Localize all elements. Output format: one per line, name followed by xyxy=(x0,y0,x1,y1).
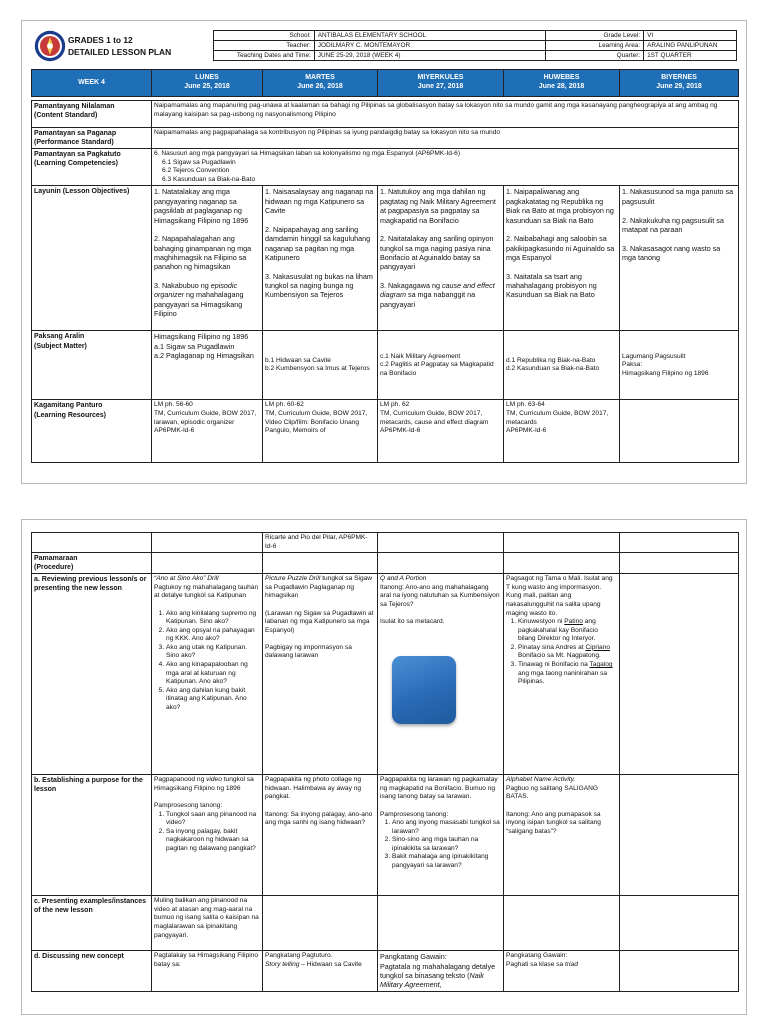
reviewing-monday: “Ano at Sino Ako” Drill Pagtukoy ng mahahalagang tauhan at detalye tungkol sa Katipunan 1. Ako ang kinilalang supremo ng Katipunan. Sino ako? 2. Ako ang opsyal na pahayagan ng KKK. Ano ako? 3. Ako ang utak ng Katipunan. Sino ako? 4. Ako ang kinapapalooban ng mga aral at katuruan ng Katipunan. Ano ako? 5. Ako ang dahilan kung bakit itinatag ang Katipunan. Ano ako? xyxy=(152,574,263,775)
content-standard-text: Naipamamalas ang mapanuring pag-unawa at kaalaman sa bahagi ng Pilipinas sa globalisasyon batay sa lokasyon nito sa mundo gamit ang mga kasanayang pangheograpiya at ang ambag ng malayang kaisipan sa pag-usbong ng nasyonalismong Pilipino xyxy=(152,101,739,128)
header-info-table xyxy=(213,30,737,61)
subject-friday: Lagumang Pagsusulit Paksa: Himagsikang Filipino ng 1896 xyxy=(620,331,739,400)
continuation-row xyxy=(32,533,739,553)
performance-standard-text: Naipamamalas ang pagpapahalaga sa kontribusyon ng Pilipinas sa iyung pandaigdig batay sa lokasyon nito sa mundo xyxy=(152,128,739,149)
purpose-thursday: Alphabet Name Activity. Pagbuo ng salitang SALIGANG BATAS. Itanong: Ano ang pumapasok sa inyong isipan tungkol sa salitang “saligang batas”? xyxy=(504,775,620,896)
resources-tuesday: LM ph. 60-62 TM, Curriculum Guide, BOW 2017, Video Clip/film: Bonifacio Unang Pangulo, Memoirs of xyxy=(263,400,378,463)
subject-wednesday: c.1 Naik Military Agreement c.2 Paglitis at Pagpatay sa Magkapatid na Bonifacio xyxy=(378,331,504,400)
dates-label: Teaching Dates and Time: xyxy=(214,51,315,61)
purpose-label: b. Establishing a purpose for the lesson xyxy=(32,775,152,896)
grade-level-value: VI xyxy=(644,31,737,41)
objectives-row xyxy=(32,186,739,331)
resources-thursday: LM ph. 63-64 TM, Curriculum Guide, BOW 2017, metacards AP6PMK-Id-6 xyxy=(504,400,620,463)
competency-row xyxy=(32,149,739,186)
discussing-friday xyxy=(620,951,739,991)
purpose-friday xyxy=(620,775,739,896)
school-value: ANTIBALAS ELEMENTARY SCHOOL xyxy=(314,31,546,41)
teacher-label: Teacher: xyxy=(214,41,315,51)
week-label: WEEK 4 xyxy=(32,70,152,97)
day-wednesday: MIYERKULES June 27, 2018 xyxy=(378,70,504,97)
day-monday: LUNES June 25, 2018 xyxy=(152,70,263,97)
deped-seal-icon xyxy=(34,30,66,62)
presenting-label: c. Presenting examples/instances of the new lesson xyxy=(32,896,152,951)
competency-text: 6. Nasusuri ang mga pangyayari sa Himagsikan laban sa kolonyalismo ng mga Espanyol (AP6PMK-Id-6) 6.1 Sigaw sa Pugadlawin 6.2 Tejeros Convention 6.3 Kasunduan sa Biak-na-Bato xyxy=(152,149,739,186)
content-standard-label: Pamantayang Nilalaman (Content Standard) xyxy=(32,101,152,128)
subject-tuesday: b.1 Hidwaan sa Cavite b.2 Kumbensyon sa Imus at Tejeros xyxy=(263,331,378,400)
objectives-friday: 1. Nakasusunod sa mga panuto sa pagsusulit 2. Nakakukuha ng pagsusulit sa matapat na paraan 3. Nakasasagot nang wasto sa mga tanong xyxy=(620,186,739,331)
discussing-monday: Pagtalakay sa Himagsikang Filipino batay sa: xyxy=(152,951,263,991)
day-friday: BIYERNES June 29, 2018 xyxy=(620,70,739,97)
lesson-plan-page-1 xyxy=(21,20,747,484)
learning-area-value: ARALING PANLIPUNAN xyxy=(644,41,737,51)
objectives-label: Layunin (Lesson Objectives) xyxy=(32,186,152,331)
metacard-shape xyxy=(392,656,456,724)
continuation-tuesday: Ricarte and Pio del Pilar, AP6PMK-Id-6 xyxy=(263,533,378,553)
dates-value: JUNE 25-29, 2018 (WEEK 4) xyxy=(314,51,546,61)
day-tuesday: MARTES June 26, 2018 xyxy=(263,70,378,97)
quarter-label: Quarter: xyxy=(546,51,644,61)
presenting-monday: Muling balikan ang pinanood na video at atasan ang mag-aaral na bumuo ng isang salita o kaisipan na maglalarawan sa ipinakitang pangyayari. xyxy=(152,896,263,951)
reviewing-thursday: Pagsagot ng Tama o Mali. Isulat ang T kung wasto ang impormasyon. Kung mali, palitan ang nakasalungguhit na salita upang maging wasto ito. 1. Kinuwestyon ni Patino ang pagkakahalal kay Bonifacio bilang Direktor ng Interyor. 2. Pinatay sina Andres at Cipriano Bonifacio sa Mt. Nagpatong. 3. Tinawag ni Bonifacio na Tagalog ang mga taong naninirahan sa Pilipinas. xyxy=(504,574,620,775)
objectives-tuesday: 1. Naisasalaysay ang naganap na hidwaan ng mga Katipunero sa Cavite 2. Naipapahayag ang sariling damdamin hinggil sa kaguluhang naganap sa pagitan ng mga Katipunero 3. Nakasusulat ng bukas na liham tungkol sa naging bunga ng Kumbensiyon sa Tejeros xyxy=(263,186,378,331)
lesson-plan-table-2 xyxy=(31,532,739,992)
plan-label: DETAILED LESSON PLAN xyxy=(68,47,172,57)
discussing-thursday: Pangkatang Gawain: Paghati sa klase sa triad xyxy=(504,951,620,991)
performance-standard-row xyxy=(32,128,739,149)
quarter-value: 1ST QUARTER xyxy=(644,51,737,61)
discussing-tuesday: Pangkatang Pagtuturo. Story telling – Hidwaan sa Cavite xyxy=(263,951,378,991)
objectives-wednesday: 1. Natutukoy ang mga dahilan ng pagtatag ng Naik Military Agreement at pagpapasiya sa pagpatay sa magkapatid na Bonifacio 2. Naitatalakay ang sariling opinyon tungkol sa mga naging pasiya nina Bonifacio at Aguinaldo batay sa pangyayari 3. Nakagagawa ng cause and effect diagram sa mga nabanggit na pangyayari xyxy=(378,186,504,331)
resources-monday: LM ph. 56-60 TM, Curriculum Guide, BOW 2017, larawan, episodic organizer AP6PMK-Id-6 xyxy=(152,400,263,463)
lesson-plan-table-1 xyxy=(31,69,739,463)
day-thursday: HUWEBES June 28, 2018 xyxy=(504,70,620,97)
resources-wednesday: LM ph. 62 TM, Curriculum Guide, BOW 2017, metacards, cause and effect diagram AP6PMK-Id-6 xyxy=(378,400,504,463)
purpose-monday: Pagpapanood ng video tungkol sa Himagsikang Filipino ng 1896 Pamprosesong tanong: 1. Tungkol saan ang pinanood na video? 2. Sa inyong palagay, bakit nagkakaroon ng hidwaan sa pagitan ng dalawang pangkat? xyxy=(152,775,263,896)
subject-matter-label: Paksang Aralin (Subject Matter) xyxy=(32,331,152,400)
subject-monday: Himagsikang Filipino ng 1896 a.1 Sigaw sa Pugadlawin a.2 Paglaganap ng Himagsikan xyxy=(152,331,263,400)
reviewing-row xyxy=(32,574,739,775)
procedure-row xyxy=(32,553,739,574)
discussing-label: d. Discussing new concept xyxy=(32,951,152,991)
week-header-row xyxy=(32,70,739,97)
resources-friday xyxy=(620,400,739,463)
performance-standard-label: Pamantayan sa Paganap (Performance Standard) xyxy=(32,128,152,149)
resources-row xyxy=(32,400,739,463)
purpose-row xyxy=(32,775,739,896)
reviewing-label: a. Reviewing previous lesson/s or presenting the new lesson xyxy=(32,574,152,775)
procedure-label: Pamamaraan (Procedure) xyxy=(32,553,152,574)
objectives-monday: 1. Natatalakay ang mga pangyayaring naganap sa pagsiklab at paglaganap ng Himagsikang Filipino ng 1896 2. Napapahalagahan ang bahaging ginampanan ng mga maghihimagsik na Filipino sa panahon ng himagsikan 3. Nakabubuo ng episodic organizer ng mahahalagang pangyayari sa Himagsikang Filipino xyxy=(152,186,263,331)
reviewing-friday xyxy=(620,574,739,775)
discussing-row xyxy=(32,951,739,991)
school-label: School: xyxy=(214,31,315,41)
purpose-tuesday: Pagpapakita ng photo collage ng hidwaan. Halimbawa ay away ng pangkat. Itanong: Sa inyong palagay, ano-ano ang mga sanhi ng isang hidwaan? xyxy=(263,775,378,896)
purpose-wednesday: Pagpapakita ng larawan ng pagkamatay ng magkapatid na Bonifacio. Bumuo ng isang tanong batay sa larawan. Pamprosesong tanong: 1. Ano ang inyong masasabi tungkol sa larawan? 2. Sino-sino ang mga tauhan na ipinakikita sa larawan? 3. Bakit mahalaga ang ipinakikitang pangyayari sa larawan? xyxy=(378,775,504,896)
reviewing-wednesday: Q and A Portion Itanong: Ano-ano ang mahahalagang aral na iyong natutuhan sa Kumbensiyon sa Tejeros? Isulat ito sa metacard. xyxy=(378,574,504,775)
presenting-row xyxy=(32,896,739,951)
objectives-thursday: 1. Naipapaliwanag ang pagkakatatag ng Republika ng Biak na Bato at mga probisyon ng kasunduan sa Biak na Bato 2. Naibabahagi ang saloobin sa pakikipagkasundo ni Aguinaldo sa mga Espanyol 3. Naitatala sa tsart ang mahahalagang probisyon ng Kasunduan sa Biak na Bato xyxy=(504,186,620,331)
subject-matter-row xyxy=(32,331,739,400)
document-title xyxy=(68,34,171,58)
content-standard-row xyxy=(32,101,739,128)
learning-area-label: Learning Area: xyxy=(546,41,644,51)
grades-label: GRADES 1 to 12 xyxy=(68,35,133,45)
grade-level-label: Grade Level: xyxy=(546,31,644,41)
competency-label: Pamantayan sa Pagkatuto (Learning Competencies) xyxy=(32,149,152,186)
subject-thursday: d.1 Republika ng Biak-na-Bato d.2 Kasunduan sa Biak-na-Bato xyxy=(504,331,620,400)
discussing-wednesday: Pangkatang Gawain: Pagtatala ng mahahalagang detalye tungkol sa binasang teksto (Naik Military Agreement, xyxy=(378,951,504,991)
lesson-plan-page-2 xyxy=(21,519,747,1015)
resources-label: Kagamitang Panturo (Learning Resources) xyxy=(32,400,152,463)
teacher-value: JODILMARY C. MONTEMAYOR xyxy=(314,41,546,51)
reviewing-tuesday: Picture Puzzle Drill tungkol sa Sigaw sa Pugadlawin Paglaganap ng himagsikan (Larawan ng Sigaw sa Pugadlawin at labanan ng mga Katipunero sa mga Espanyol) Pagbigay ng impormasyon sa dalawang larawan xyxy=(263,574,378,775)
